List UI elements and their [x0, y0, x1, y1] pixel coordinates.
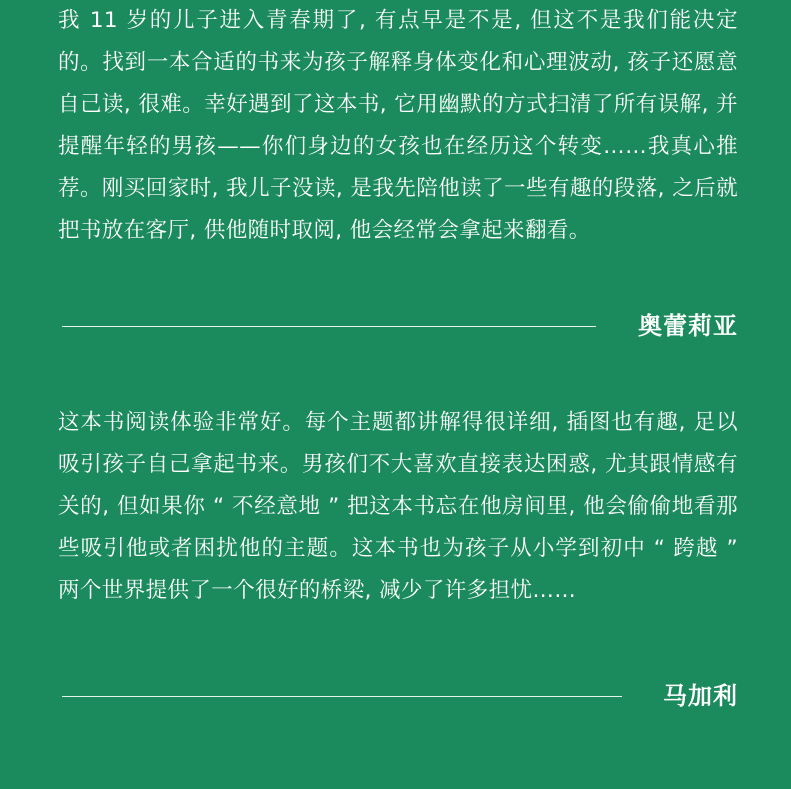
review-text: 这本书阅读体验非常好。每个主题都讲解得很详细, 插图也有趣, 足以吸引孩子自己拿起书来。男孩们不大喜欢直接表达困惑, 尤其跟情感有关的, 但如果你 “ 不经意地 ” 把这本书忘在他房间里, 他会偷偷地看那些吸引他或者困扰他的主题。这本书也为孩子从小学到初中 “ 跨越 ” 两个世界提供了一个很好的桥梁, 减少了许多担忧……: [58, 410, 738, 603]
review-block-2: [58, 402, 738, 710]
signature-row: [58, 676, 738, 716]
review-text: 我 11 岁的儿子进入青春期了, 有点早是不是, 但这不是我们能决定的。找到一本合适的书来为孩子解释身体变化和心理波动, 孩子还愿意自己读, 很难。幸好遇到了这本书, 它用幽默的方式扫清了所有误解, 并提醒年轻的男孩——你们身边的女孩也在经历这个转变……我真心推荐。刚买回家时, 我儿子没读, 是我先陪他读了一些有趣的段落, 之后就把书放在客厅, 供他随时取阅, 他会经常会拿起来翻看。: [58, 8, 738, 243]
divider-line: [62, 326, 596, 327]
signature-row: [58, 306, 738, 346]
review-author: 马加利: [663, 682, 738, 710]
review-author: 奥蕾莉亚: [638, 312, 738, 340]
review-block-1: [58, 0, 738, 340]
divider-line: [62, 696, 622, 697]
